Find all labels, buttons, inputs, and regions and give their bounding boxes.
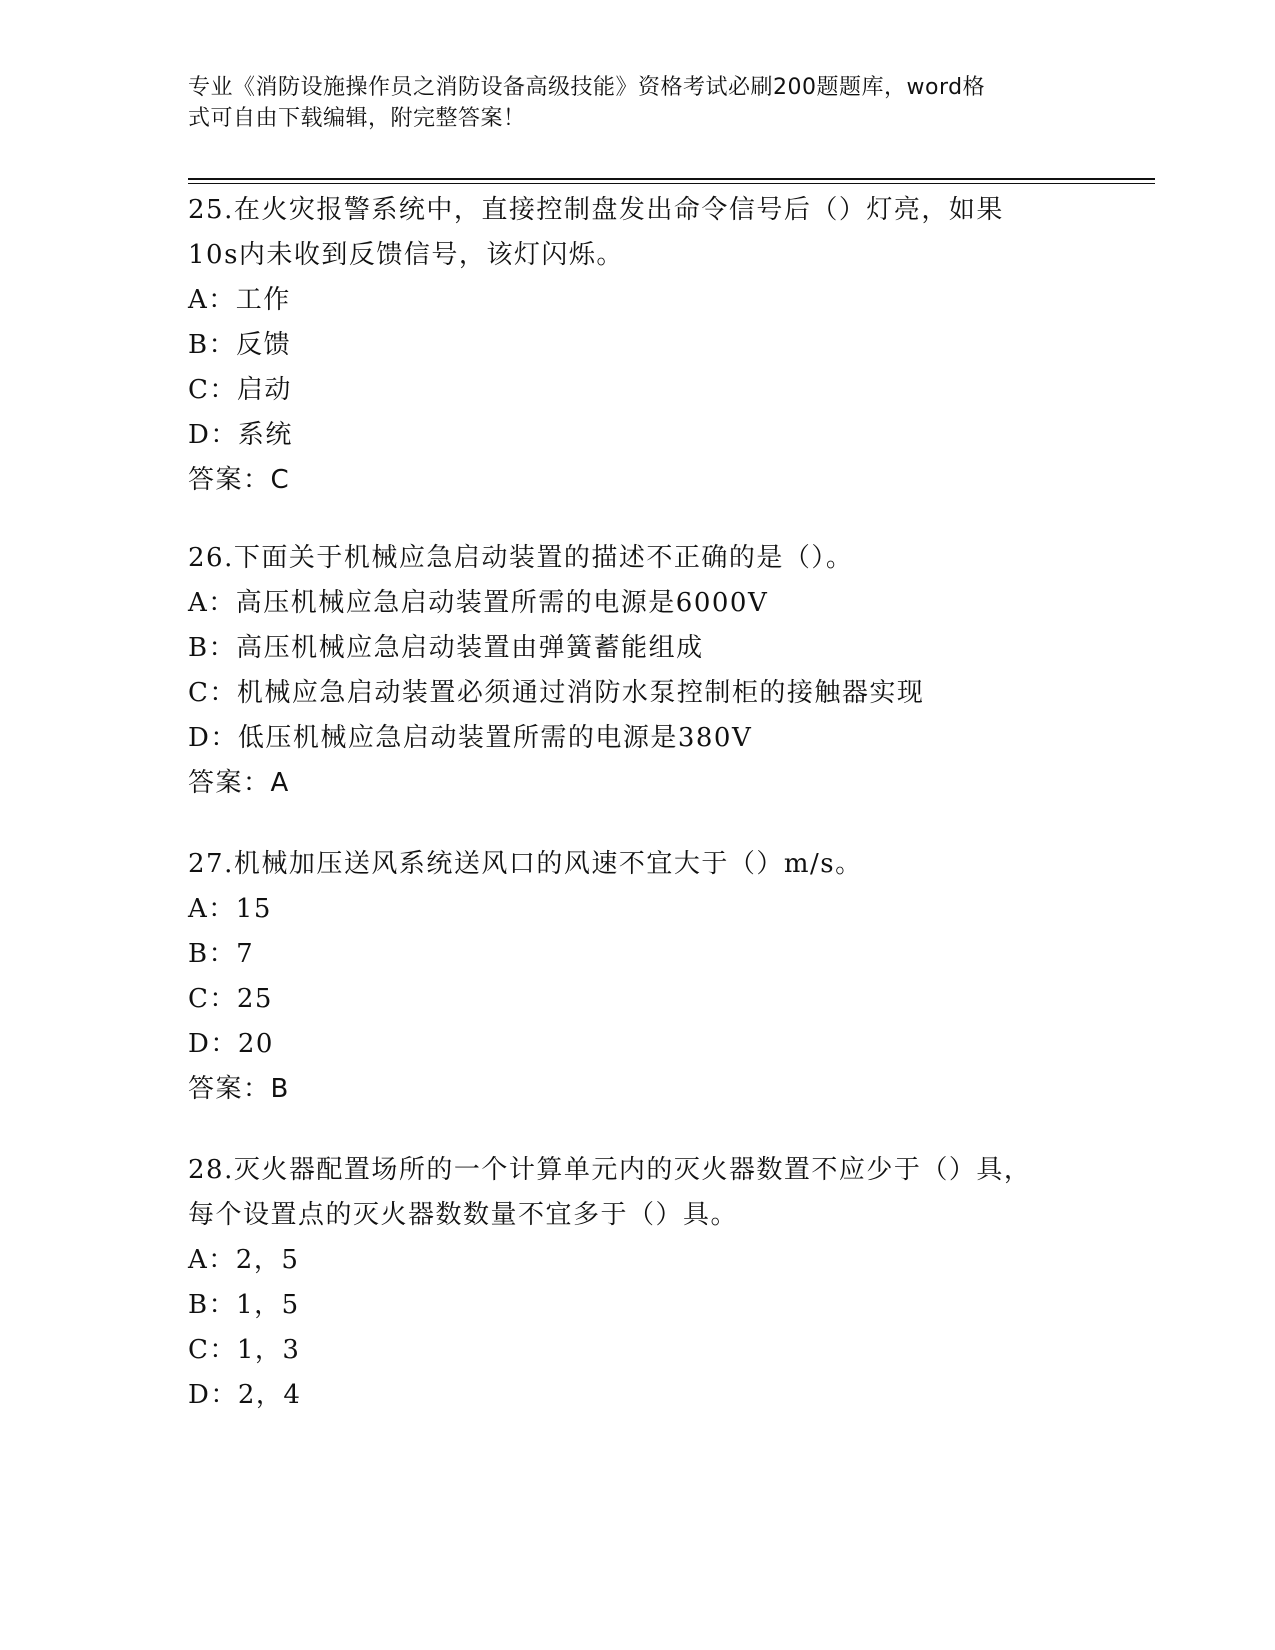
option-b: B：反馈: [188, 330, 292, 360]
header-line-2: 式可自由下载编辑，附完整答案！: [188, 106, 526, 131]
answer: 答案：B: [188, 1074, 290, 1104]
option-c: C：启动: [188, 375, 292, 405]
question-stem-line-1: 27.机械加压送风系统送风口的风速不宜大于（）m/s。: [188, 849, 863, 879]
question-stem-line-1: 28.灭火器配置场所的一个计算单元内的灭火器数置不应少于（）具，: [188, 1155, 1032, 1185]
option-a: A：2，5: [188, 1245, 300, 1275]
option-d: D：系统: [188, 420, 293, 450]
option-c: C：机械应急启动装置必须通过消防水泵控制柜的接触器实现: [188, 678, 925, 708]
option-b: B：高压机械应急启动装置由弹簧蓄能组成: [188, 633, 704, 663]
option-d: D：2，4: [188, 1380, 302, 1410]
option-a: A：高压机械应急启动装置所需的电源是6000V: [188, 588, 769, 618]
option-a: A：15: [188, 894, 272, 924]
answer: 答案：C: [188, 465, 291, 495]
question-26: [188, 536, 1068, 806]
question-28: [188, 1148, 1068, 1418]
question-stem-line-1: 26.下面关于机械应急启动装置的描述不正确的是（）。: [188, 543, 854, 573]
option-b: B：1，5: [188, 1290, 300, 1320]
option-b: B：7: [188, 939, 255, 969]
header-line-1: 专业《消防设施操作员之消防设备高级技能》资格考试必刷200题题库，word格: [188, 75, 986, 100]
question-stem-line-2: 10s内未收到反馈信号，该灯闪烁。: [188, 240, 624, 270]
option-c: C：25: [188, 984, 273, 1014]
question-stem-line-1: 25.在火灾报警系统中，直接控制盘发出命令信号后（）灯亮，如果: [188, 195, 1004, 225]
document-header: [188, 72, 1068, 134]
header-divider-thick: [188, 178, 1155, 180]
question-25: [188, 188, 1068, 503]
option-d: D：低压机械应急启动装置所需的电源是380V: [188, 723, 753, 753]
answer: 答案：A: [188, 768, 290, 798]
option-a: A：工作: [188, 285, 291, 315]
question-stem-line-2: 每个设置点的灭火器数数量不宜多于（）具。: [188, 1200, 739, 1230]
question-27: [188, 842, 1068, 1112]
option-c: C：1，3: [188, 1335, 301, 1365]
header-divider-thin: [188, 183, 1155, 184]
option-d: D：20: [188, 1029, 274, 1059]
